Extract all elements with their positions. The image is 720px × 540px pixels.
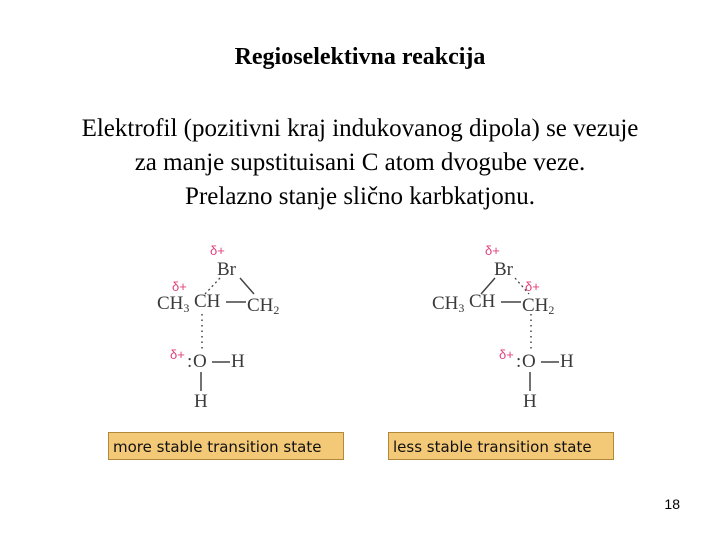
page-number: 18 [664, 496, 680, 512]
structure-more-stable [150, 238, 450, 418]
delta-plus-oxygen: δ+ [170, 347, 185, 362]
atom-ch: CH [469, 291, 496, 312]
delta-plus-carbon: δ+ [525, 279, 540, 294]
lone-pair-colon: : [516, 351, 522, 372]
paragraph-line-2: za manje supstituisani C atom dvogube veze. [134, 149, 586, 176]
atom-ch3: $CH_3$ [432, 293, 465, 315]
atom-h-right: H [560, 351, 574, 372]
structure-less-stable [425, 238, 720, 418]
lone-pair-colon: : [187, 351, 193, 372]
atom-o: O [193, 351, 207, 372]
atom-ch3: $CH_3$ [157, 293, 190, 315]
atom-h-bottom: H [523, 391, 537, 412]
bond-lines [425, 238, 720, 418]
delta-plus-br: δ+ [485, 243, 500, 258]
atom-br: Br [494, 259, 513, 280]
atom-h-right: H [231, 351, 245, 372]
delta-plus-br: δ+ [210, 243, 225, 258]
caption-more-stable: more stable transition state [108, 432, 344, 460]
atom-ch2: $CH_2$ [522, 295, 555, 317]
atom-o: O [522, 351, 536, 372]
paragraph-line-3: Prelazno stanje slično karbkatjonu. [185, 183, 535, 210]
paragraph-line-1: Elektrofil (pozitivni kraj indukovanog dipola) se vezuje [81, 115, 639, 142]
caption-less-stable: less stable transition state [388, 432, 614, 460]
atom-ch: CH [194, 291, 221, 312]
delta-plus-oxygen: δ+ [499, 347, 514, 362]
atom-ch2: $CH_2$ [247, 295, 280, 317]
atom-br: Br [217, 259, 236, 280]
delta-plus-carbon: δ+ [172, 279, 187, 294]
atom-h-bottom: H [194, 391, 208, 412]
slide-title: Regioselektivna reakcija [234, 44, 486, 70]
slide-paragraph [0, 112, 720, 214]
